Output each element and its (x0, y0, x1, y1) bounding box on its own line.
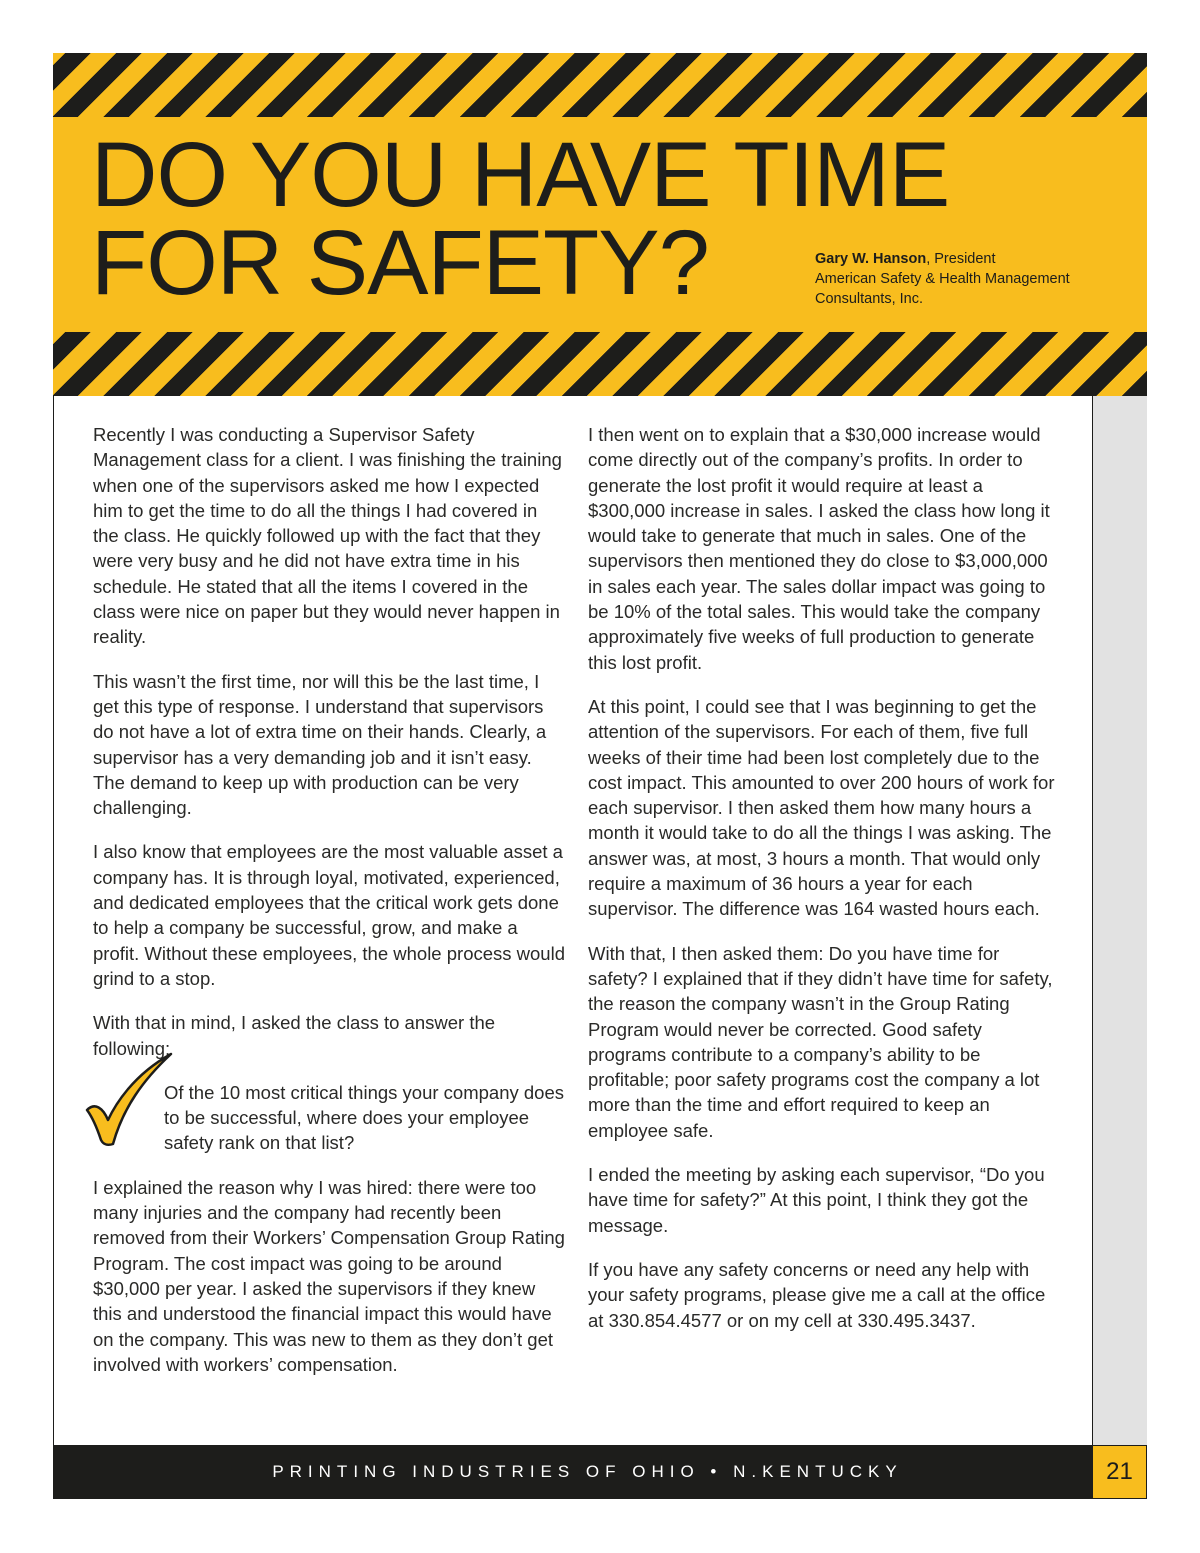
publication-name: PRINTING INDUSTRIES OF OHIO • N.KENTUCKY (272, 1462, 903, 1481)
hazard-stripes-bottom (53, 332, 1147, 396)
paragraph: With that, I then asked them: Do you have time for safety? I explained that if they didn’t have time for safety, the reason the company wasn’t in the Group Rating Program would never be corrected. Good safety programs contribute to a company’s ability to be profitable; poor safety programs cost the company a lot more than the time and effort required to keep an employee safe. (588, 942, 1053, 1141)
side-bar (1092, 396, 1147, 1445)
checkmark-icon (81, 1050, 177, 1150)
title-line-1: DO YOU HAVE TIME (91, 124, 950, 226)
page-number: 21 (1092, 1445, 1147, 1499)
callout-question (93, 1080, 567, 1156)
author-byline (815, 249, 1135, 309)
title-line-2: FOR SAFETY? (91, 212, 709, 314)
callout-text: Of the 10 most critical things your company does to be successful, where does your employee safety rank on that list? (164, 1081, 564, 1154)
paragraph: If you have any safety concerns or need any help with your safety programs, please give me a call at the office at 330.854.4577 or on my cell at 330.495.3437. (588, 1258, 1046, 1331)
footer-bar (53, 1445, 1092, 1499)
author-org-line-1: American Safety & Health Management (815, 271, 1070, 287)
paragraph: With that in mind, I asked the class to answer the following: (93, 1012, 496, 1059)
paragraph: I then went on to explain that a $30,000 increase would come directly out of the company’s profits. In order to generate the lost profit it would require at least a $300,000 increase in sales. I asked the class how long it would take to generate that much in sales. One of the supervisors then mentioned they do close to $3,000,000 in sales each year. The sales dollar impact was going to be 10% of the total sales. This would take the company approximately five weeks of full production to generate this lost profit. (588, 424, 1050, 673)
author-name: Gary W. Hanson (815, 251, 927, 267)
article-column-left (93, 422, 567, 1396)
paragraph: I ended the meeting by asking each supervisor, “Do you have time for safety?” At this point, I think they got the message. (588, 1164, 1045, 1236)
author-org-line-2: Consultants, Inc. (815, 291, 923, 307)
paragraph: I also know that employees are the most valuable asset a company has. It is through loyal, motivated, experienced, and dedicated employees that the critical work gets done to help a company be successful, grow, and make a profit. Without these employees, the whole process would grind to a stop. (93, 841, 565, 989)
header-banner (53, 53, 1147, 396)
paragraph: At this point, I could see that I was beginning to get the attention of the supervisors. For each of them, five full weeks of their time had been lost completely due to the cost impact. This amounted to over 200 hours of work for each supervisor. I then asked them how many hours a month it would take to do all the things I was asking. The answer was, at most, 3 hours a month. That would only require a maximum of 36 hours a year for each supervisor. The difference was 164 wasted hours each. (588, 695, 1055, 920)
author-role: , President (926, 251, 996, 267)
hazard-stripes-top (53, 53, 1147, 117)
article-column-right (588, 422, 1064, 1352)
paragraph: This wasn’t the first time, nor will this be the last time, I get this type of response. I understand that supervisors do not have a lot of extra time on their hands. Clearly, a supervisor has a very demanding job and it isn’t easy. The demand to keep up with production can be very challenging. (93, 670, 547, 819)
paragraph: I explained the reason why I was hired: there were too many injuries and the company had recently been removed from their Workers’ Compensation Group Rating Program. The cost impact was going to be around $30,000 per year. I asked the supervisors if they knew this and understood the financial impact this would have on the company. This was new to them as they don’t get involved with workers’ compensation. (93, 1176, 565, 1375)
paragraph: Recently I was conducting a Supervisor Safety Management class for a client. I was finishing the training when one of the supervisors asked me how I expected him to get the time to do all the things I had covered in the class. He quickly followed up with the fact that they were very busy and he did not have extra time in his schedule. He stated that all the items I covered in the class were nice on paper but they would never happen in reality. (93, 424, 562, 648)
